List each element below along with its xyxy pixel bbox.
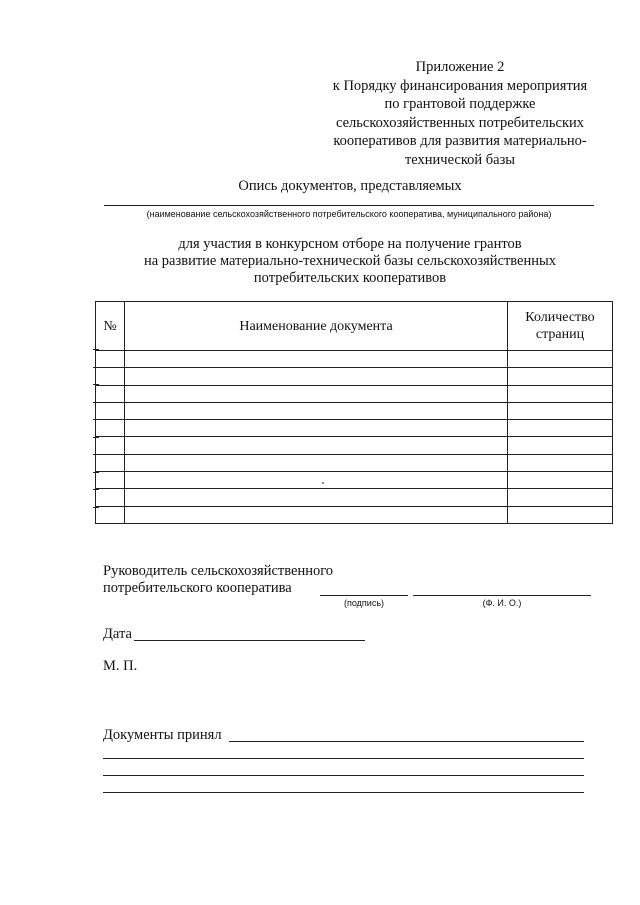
cooperative-name-line[interactable] xyxy=(104,205,594,206)
appendix-line: сельскохозяйственных потребительских xyxy=(335,114,584,131)
table-row xyxy=(96,472,613,489)
row-number-cell[interactable] xyxy=(96,506,125,523)
row-document-cell[interactable] xyxy=(125,472,508,489)
accepted-by-field[interactable] xyxy=(229,741,584,742)
row-number-cell[interactable] xyxy=(96,385,125,402)
row-document-cell[interactable] xyxy=(125,454,508,471)
row-pages-cell[interactable] xyxy=(508,437,613,454)
table-row xyxy=(96,454,613,471)
row-document-cell[interactable] xyxy=(125,420,508,437)
row-pages-cell[interactable] xyxy=(508,472,613,489)
scan-speck xyxy=(322,482,324,484)
appendix-line: технической базы xyxy=(404,151,516,168)
row-tick-mark xyxy=(93,472,99,473)
row-number-cell[interactable] xyxy=(96,351,125,368)
row-document-cell[interactable] xyxy=(125,385,508,402)
row-tick-mark xyxy=(93,349,99,350)
table-row xyxy=(96,368,613,385)
head-signature-label xyxy=(103,563,333,597)
full-name-caption: (Ф. И. О.) xyxy=(482,598,522,608)
table-row xyxy=(96,351,613,368)
row-tick-mark xyxy=(93,384,99,385)
document-title: Опись документов, представляемых xyxy=(238,178,462,194)
table-row xyxy=(96,506,613,523)
header-page-count-line2: страниц xyxy=(535,327,585,342)
row-tick-mark xyxy=(93,367,99,368)
seal-label: М. П. xyxy=(103,658,138,674)
table-header-row xyxy=(96,302,613,351)
appendix-line: по грантовой поддержке xyxy=(384,96,536,113)
date-label: Дата xyxy=(103,626,132,642)
row-document-cell[interactable] xyxy=(125,368,508,385)
row-number-cell[interactable] xyxy=(96,489,125,506)
row-pages-cell[interactable] xyxy=(508,420,613,437)
row-number-cell[interactable] xyxy=(96,402,125,419)
appendix-header xyxy=(300,58,620,170)
appendix-line: кооперативов для развития материально- xyxy=(333,133,587,150)
row-tick-mark xyxy=(93,437,99,438)
row-number-cell[interactable] xyxy=(96,437,125,454)
header-page-count-line1: Количество xyxy=(525,310,595,325)
row-pages-cell[interactable] xyxy=(508,385,613,402)
row-pages-cell[interactable] xyxy=(508,368,613,385)
purpose-line: на развитие материально-технической базы сельскохозяйственных xyxy=(143,253,556,269)
row-pages-cell[interactable] xyxy=(508,489,613,506)
purpose-line: для участия в конкурсном отборе на получение грантов xyxy=(178,236,522,252)
header-number: № xyxy=(96,302,125,351)
table-row xyxy=(96,402,613,419)
row-document-cell[interactable] xyxy=(125,489,508,506)
row-pages-cell[interactable] xyxy=(508,351,613,368)
table-row xyxy=(96,420,613,437)
row-tick-mark xyxy=(93,402,99,403)
row-pages-cell[interactable] xyxy=(508,454,613,471)
documents-table xyxy=(95,301,613,524)
row-number-cell[interactable] xyxy=(96,420,125,437)
table-row xyxy=(96,437,613,454)
row-tick-mark xyxy=(93,454,99,455)
head-signature-line: потребительского кооператива xyxy=(103,580,292,596)
signature-field[interactable] xyxy=(320,595,408,596)
row-number-cell[interactable] xyxy=(96,472,125,489)
accepted-by-extra-line[interactable] xyxy=(103,775,584,776)
signature-caption: (подпись) xyxy=(343,598,385,608)
table-row xyxy=(96,489,613,506)
row-number-cell[interactable] xyxy=(96,368,125,385)
accepted-by-label: Документы принял xyxy=(103,727,222,743)
cooperative-name-caption: (наименование сельскохозяйственного потребительского кооператива, муниципального района) xyxy=(146,209,552,219)
appendix-line: к Порядку финансирования мероприятия xyxy=(332,77,588,94)
row-tick-mark xyxy=(93,489,99,490)
purpose-text xyxy=(70,236,630,287)
row-document-cell[interactable] xyxy=(125,506,508,523)
row-number-cell[interactable] xyxy=(96,454,125,471)
accepted-by-extra-line[interactable] xyxy=(103,792,584,793)
row-tick-mark xyxy=(93,507,99,508)
date-field[interactable] xyxy=(134,640,365,641)
row-pages-cell[interactable] xyxy=(508,506,613,523)
full-name-field[interactable] xyxy=(413,595,591,596)
row-document-cell[interactable] xyxy=(125,402,508,419)
row-tick-mark xyxy=(93,419,99,420)
header-page-count xyxy=(508,302,613,351)
row-pages-cell[interactable] xyxy=(508,402,613,419)
accepted-by-extra-line[interactable] xyxy=(103,758,584,759)
header-document-name: Наименование документа xyxy=(125,302,508,351)
row-document-cell[interactable] xyxy=(125,351,508,368)
purpose-line: потребительских кооперативов xyxy=(253,270,447,286)
table-row xyxy=(96,385,613,402)
head-signature-line: Руководитель сельскохозяйственного xyxy=(103,563,334,579)
row-document-cell[interactable] xyxy=(125,437,508,454)
appendix-line: Приложение 2 xyxy=(415,59,505,75)
